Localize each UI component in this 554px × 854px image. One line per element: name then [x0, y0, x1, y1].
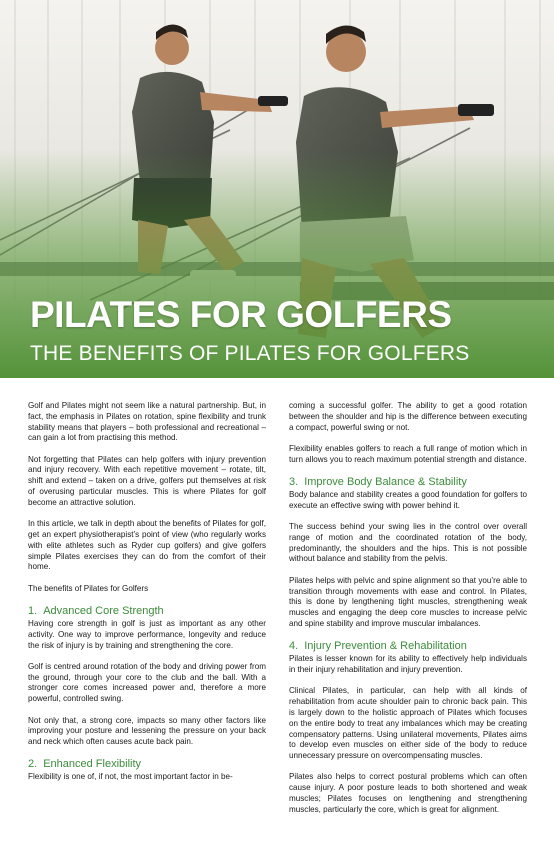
section-heading [289, 476, 527, 489]
section-title: Advanced Core Strength [43, 604, 164, 617]
paragraph: Flexibility is one of, if not, the most important factor in be- [28, 772, 233, 782]
paragraph: Not forgetting that Pilates can help golfers with injury prevention and injury recovery. With each repetitive movement – rotate, tilt, shift and extend – taken on a drive, golfers put themselves at risk of overusing particular muscles. This is where Pilates for golf become an attractive solution. [28, 454, 266, 507]
page-title: PILATES FOR GOLFERS [30, 294, 452, 335]
paragraph: coming a successful golfer. The ability to get a good rotation between the shoulder and hip is the difference between executing a compact, powerful swing or not. [289, 401, 527, 432]
paragraph: Pilates helps with pelvic and spine alignment so that you’re able to transition through movements with ease and control. In Pilates, this is done by lengthening tight muscles, strengthening weak muscles and engaging the deep core muscles to increase pelvic and spine stability and improve muscular imbalances. [289, 575, 527, 628]
section-number: 3. [289, 475, 299, 488]
hero-banner [0, 0, 554, 378]
paragraph: Pilates also helps to correct postural problems which can often cause injury. A poor posture leads to both shortened and weak muscles; Pilates focuses on lengthening and strengthening muscles, particularly the core, which is great for alignment. [289, 772, 527, 814]
section-title: Improve Body Balance & Stability [304, 475, 467, 488]
paragraph: Golf and Pilates might not seem like a natural partnership. But, in fact, the emphasis in Pilates on rotation, spine flexibility and trunk stability means that players – both professional and recreational – can gain a lot from practising this method. [28, 401, 266, 443]
section-number: 2. [28, 758, 38, 771]
section-heading [28, 605, 266, 618]
left-column [28, 401, 266, 794]
paragraph: Not only that, a strong core, impacts so many other factors like improving your posture and lessening the pressure on your back and neck which often causes acute back pain. [28, 715, 266, 747]
right-column [289, 401, 527, 826]
paragraph: Golf is centred around rotation of the body and driving power from the ground, through your core to the club and the ball. With a stronger core comes increased power and, therefore a more powerful, controlled swing. [28, 661, 266, 704]
section-heading [28, 758, 266, 771]
paragraph: Clinical Pilates, in particular, can help with all kinds of rehabilitation from acute shoulder pain to chronic back pain. This is largely down to the holistic approach of Pilates which focuses on the entire body to treat any imbalances which may be creating compensatory patterns. Using unilateral movements, Pilates aims to develop even muscles on either side of the body to reduce unnecessary pressure on overcompensating muscles. [289, 686, 527, 761]
paragraph: Body balance and stability creates a good foundation for golfers to execute an effective swing with power behind it. [289, 489, 527, 510]
paragraph: Flexibility enables golfers to reach a full range of motion which in turn allows you to reach maximum potential strength and distance. [289, 443, 527, 464]
section-title: Injury Prevention & Rehabilitation [304, 640, 467, 653]
paragraph: Pilates is lesser known for its ability to effectively help individuals in their injury rehabilitation and injury prevention. [289, 654, 527, 675]
paragraph: In this article, we talk in depth about the benefits of Pilates for golf, get an expert physiotherapist’s point of view (who regularly works with elite athletes such as Ryder cup golfers) and give golfers simple Pilates exercises they can do from the comfort of their home. [28, 519, 266, 572]
section-number: 1. [28, 604, 38, 617]
section-number: 4. [289, 640, 299, 653]
paragraph: Having core strength in golf is just as important as any other activity. One way to improve performance, longevity and reduce the risk of injury is by training and strengthening the core. [28, 618, 266, 650]
page-subtitle: THE BENEFITS OF PILATES FOR GOLFERS [30, 342, 470, 365]
section-title: Enhanced Flexibility [43, 758, 142, 771]
paragraph: The success behind your swing lies in the control over overall range of motion and the coordinated rotation of the body, predominantly, the shoulders and the hips. This is not possible without balance and stability from the pelvis. [289, 522, 527, 564]
section-heading [289, 640, 527, 653]
paragraph: The benefits of Pilates for Golfers [28, 583, 149, 593]
